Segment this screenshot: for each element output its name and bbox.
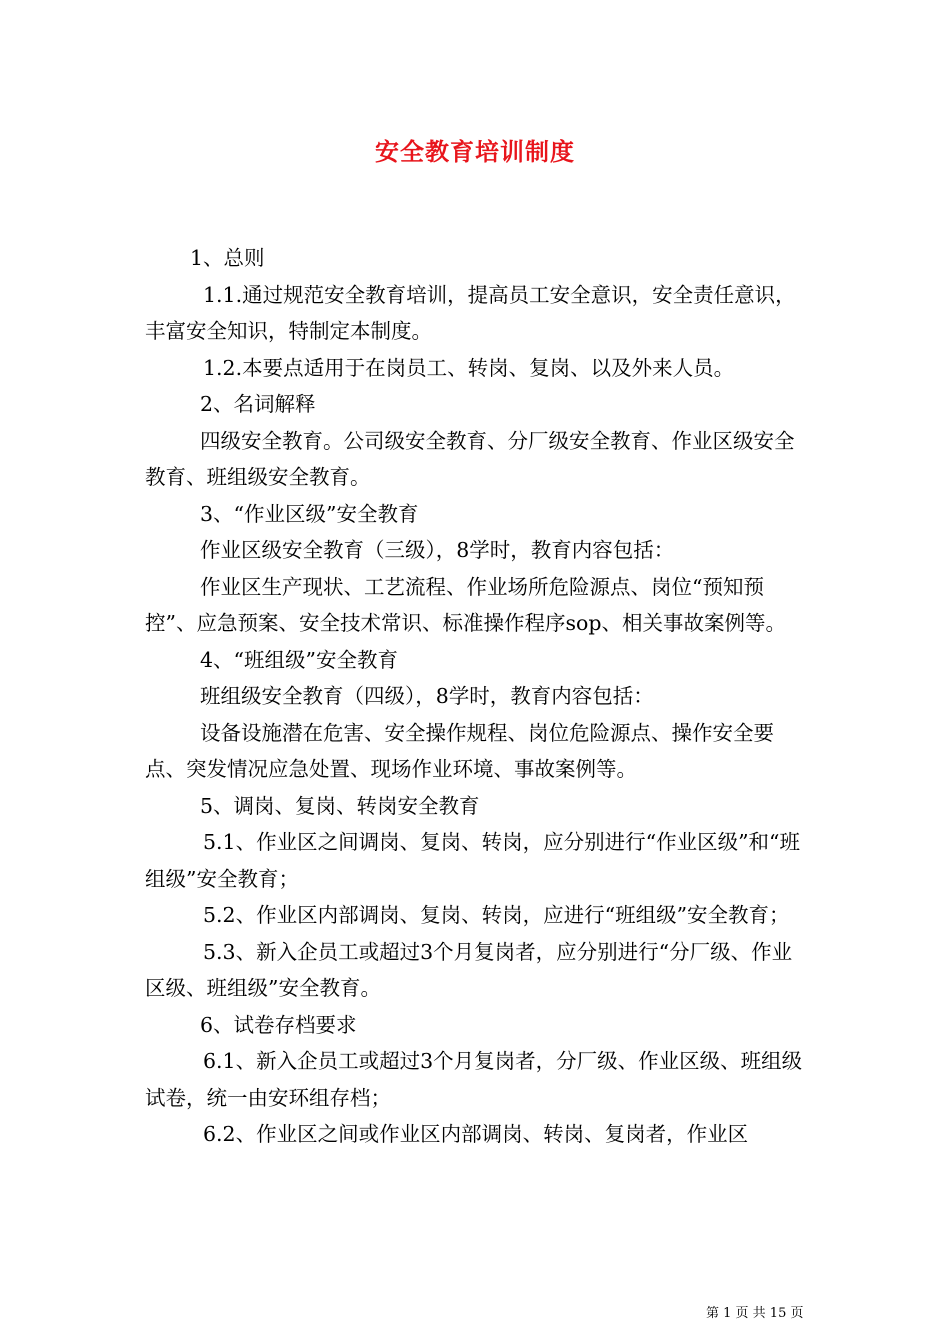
paragraph-section-3-intro: 作业区级安全教育（三级），8学时，教育内容包括：	[200, 538, 675, 562]
page-number-footer: 第 1 页 共 15 页	[706, 1306, 804, 1321]
paragraph-section-3-content: 作业区生产现状、工艺流程、作业场所危险源点、岗位“预知预控”、应急预案、安全技术常识、标准操作程序sop、相关事故案例等。	[145, 574, 786, 635]
paragraph-5-1: 5.1、作业区之间调岗、复岗、转岗，应分别进行“作业区级”和“班组级”安全教育；	[145, 830, 801, 891]
paragraph-definitions: 四级安全教育。公司级安全教育、分厂级安全教育、作业区级安全教育、班组级安全教育。	[145, 428, 795, 489]
paragraph-section-3-heading: 3、“作业区级”安全教育	[200, 501, 419, 526]
paragraph-1-2: 1.2.本要点适用于在岗员工、转岗、复岗、以及外来人员。	[203, 355, 735, 380]
paragraph-general-heading: 1、总则	[190, 246, 265, 270]
paragraph-5-3: 5.3、新入企员工或超过3个月复岗者，应分别进行“分厂级、作业区级、班组级”安全教育。	[145, 939, 793, 1000]
paragraph-section-4-content: 设备设施潜在危害、安全操作规程、岗位危险源点、操作安全要点、突发情况应急处置、现场作业环境、事故案例等。	[145, 720, 774, 781]
paragraph-section-6-heading: 6、试卷存档要求	[200, 1012, 357, 1037]
paragraph-6-1: 6.1、新入企员工或超过3个月复岗者，分厂级、作业区级、班组级试卷，统一由安环组存档；	[145, 1049, 803, 1110]
paragraph-6-2: 6.2、作业区之间或作业区内部调岗、转岗、复岗者，作业区	[203, 1122, 749, 1146]
document-title: 安全教育培训制度	[375, 137, 575, 166]
document-body	[145, 240, 810, 1153]
paragraph-1-1: 1.1.通过规范安全教育培训，提高员工安全意识，安全责任意识，丰富安全知识，特制定本制度。	[145, 282, 796, 343]
paragraph-section-4-heading: 4、“班组级”安全教育	[200, 647, 399, 672]
paragraph-5-2: 5.2、作业区内部调岗、复岗、转岗，应进行“班组级”安全教育；	[203, 903, 790, 927]
paragraph-section-4-intro: 班组级安全教育（四级），8学时，教育内容包括：	[200, 684, 654, 708]
paragraph-section-5-heading: 5、调岗、复岗、转岗安全教育	[200, 793, 480, 818]
paragraph-definitions-heading: 2、名词解释	[200, 392, 316, 416]
